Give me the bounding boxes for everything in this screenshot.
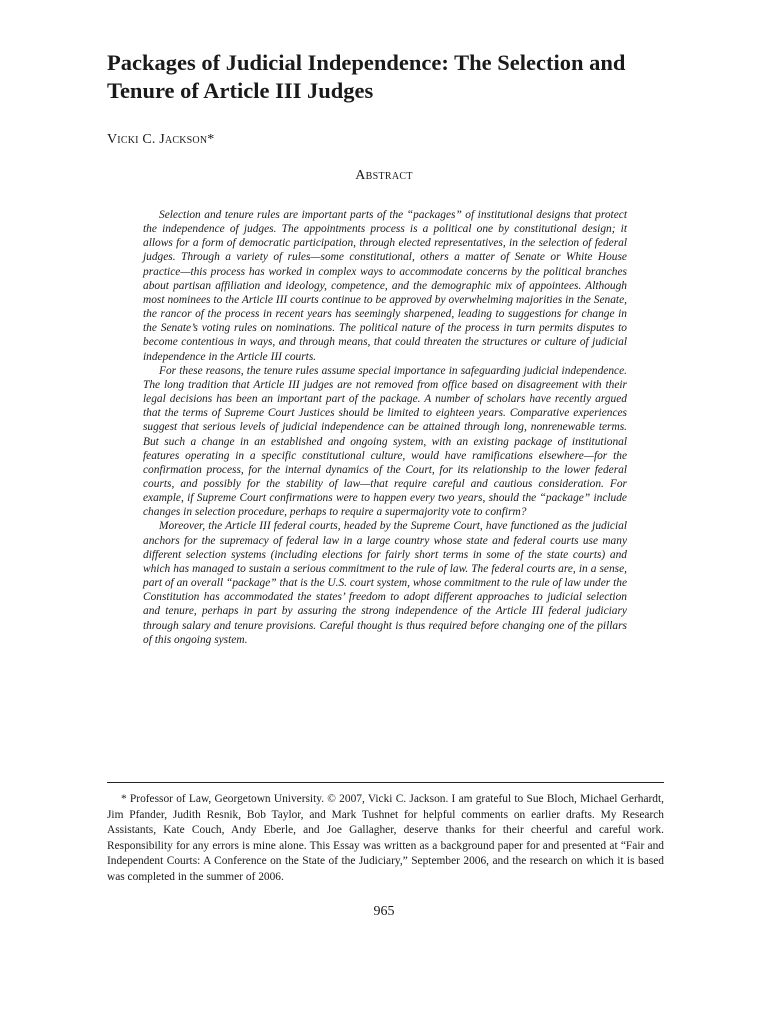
page-number: 965	[373, 904, 395, 919]
abstract-paragraph: Moreover, the Article III federal courts, headed by the Supreme Court, have functioned as the judicial anchors for the supremacy of federal law in a large country whose state and federal courts use many different selection systems (including elections for fairly short terms in some of the state courts) and which has managed to sustain a serious commitment to the rule of law. The federal courts are, in a sense, part of an overall “package” that is the U.S. court system, whose commitment to the rule of law under the Constitution has accommodated the states’ freedom to adopt different approaches to judicial selection and tenure, perhaps in part by assuring the strong independence of the Article III federal judiciary through salary and tenure provisions. Careful thought is thus required before changing one of the pillars of this ongoing system.	[143, 520, 627, 646]
abstract-paragraph: For these reasons, the tenure rules assume special importance in safeguarding judicial independence. The long tradition that Article III judges are not removed from office based on disagreement with their legal decisions has been an important part of the package. A number of scholars have recently argued that the terms of Supreme Court Justices should be limited to eighteen years. Comparative experiences suggest that serious levels of judicial independence can be attained through long, nonrenewable terms. But such a change in an established and ongoing system, with an existing package of institutional features operating in a specific constitutional culture, would have ramifications elsewhere—for the confirmation process, for the internal dynamics of the Court, for its relationship to the lower federal courts, and possibly for the stability of law—that require careful and cautious consideration. For example, if Supreme Court confirmations were to happen every two years, should the “package” include changes in selection procedure, perhaps to require a supermajority vote to confirm?	[143, 364, 627, 519]
abstract-body	[143, 208, 627, 647]
footnote: * Professor of Law, Georgetown University. © 2007, Vicki C. Jackson. I am grateful to Sue Bloch, Michael Gerhardt, Jim Pfander, Judith Resnik, Bob Taylor, and Mark Tushnet for helpful comments on earlier drafts. My Research Assistants, Kate Couch, Andy Eberle, and Joe Gallagher, deserve thanks for their cheerful and careful work. Responsibility for any errors is mine alone. This Essay was written as a background paper for and presented at “Fair and Independent Courts: A Conference on the State of the Judiciary,” September 2006, and the research on which it is based was completed in the summer of 2006.	[107, 793, 664, 883]
abstract-paragraph: Selection and tenure rules are important parts of the “packages” of institutional designs that protect the independence of judges. The appointments process is a political one by constitutional design; it allows for a form of democratic participation, through elected representatives, in the selection of federal judges. Through a variety of rules—some constitutional, others a matter of Senate or White House practice—this process has worked in complex ways to accommodate concerns by the political branches about partisan affiliation and ideology, competence, and the demographic mix of appointees. Although most nominees to the Article III courts continue to be approved by overwhelming majorities in the Senate, the rancor of the process in recent years has seemingly sharpened, leading to suggestions for change in the Senate’s voting rules on nominations. The political nature of the process in turn permits disputes to become contentious in ways, and through means, that could threaten the structures or culture of judicial independence in the Article III courts.	[143, 209, 627, 363]
article-title: Packages of Judicial Independence: The Selection and Tenure of Article III Judges	[107, 50, 626, 103]
footnote-divider	[107, 782, 664, 783]
author-name: Vicki C. Jackson*	[107, 132, 215, 147]
abstract-heading: Abstract	[355, 168, 413, 183]
